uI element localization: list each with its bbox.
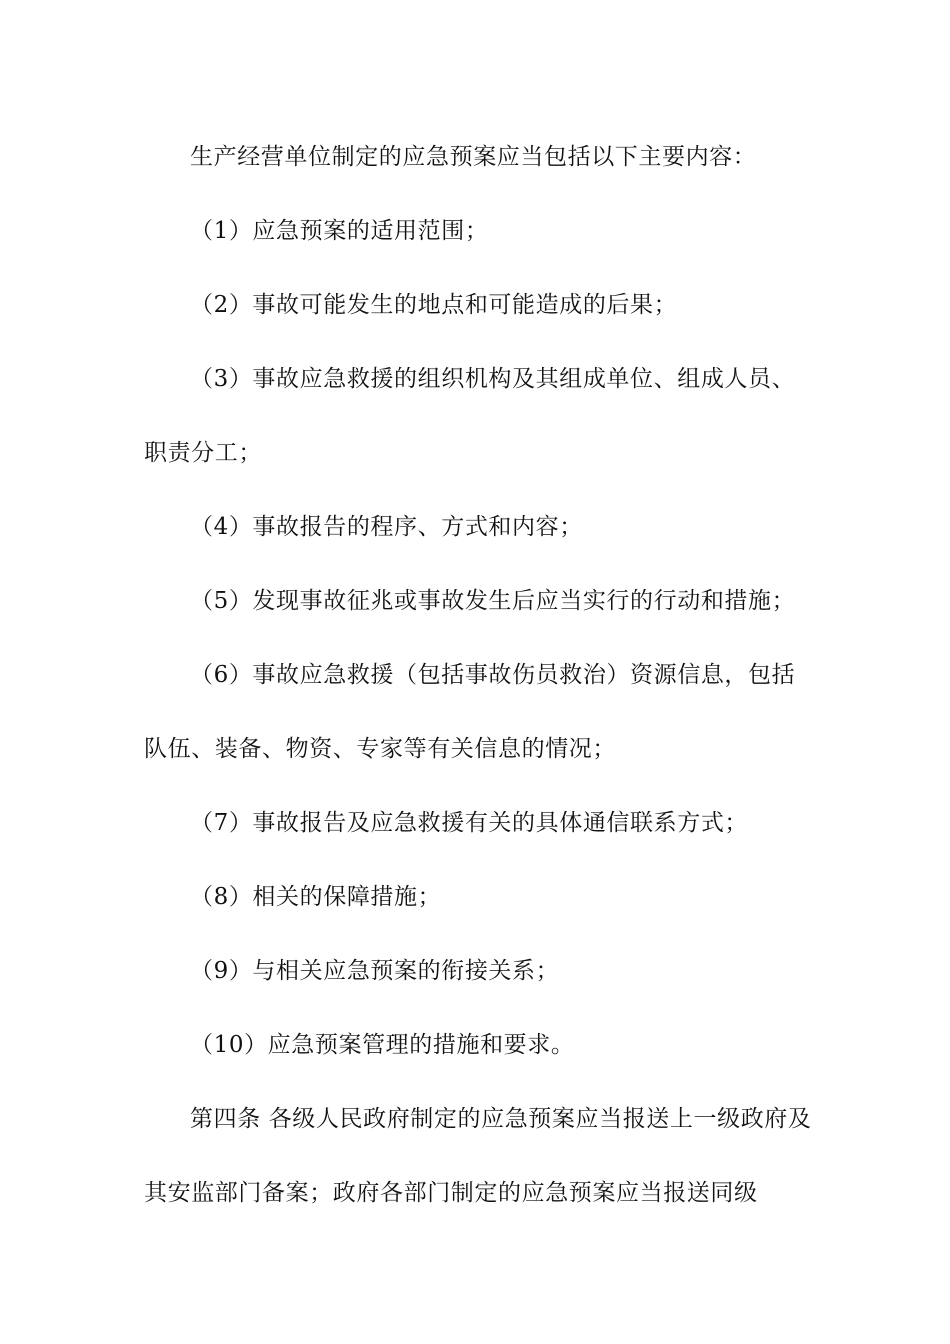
list-item-7: （7）事故报告及应急救援有关的具体通信联系方式； bbox=[190, 810, 749, 836]
list-item-10: （10）应急预案管理的措施和要求。 bbox=[190, 1032, 575, 1058]
article-four-paragraph: 第四条 各级人民政府制定的应急预案应当报送上一级政府及其安监部门备案；政府各部门制定的应急预案应当报送同级 bbox=[144, 1106, 812, 1206]
list-item-3: （3）事故应急救援的组织机构及其组成单位、组成人员、职责分工； bbox=[144, 366, 796, 466]
intro-paragraph: 生产经营单位制定的应急预案应当包括以下主要内容： bbox=[190, 144, 757, 170]
document-body bbox=[144, 120, 814, 1230]
list-item-6: （6）事故应急救援（包括事故伤员救治）资源信息，包括队伍、装备、物资、专家等有关信息的情况； bbox=[144, 662, 796, 762]
list-item-1: （1）应急预案的适用范围； bbox=[190, 218, 489, 244]
list-item-9: （9）与相关应急预案的衔接关系； bbox=[190, 958, 560, 984]
list-item-5: （5）发现事故征兆或事故发生后应当实行的行动和措施； bbox=[190, 588, 796, 614]
list-item-4: （4）事故报告的程序、方式和内容； bbox=[190, 514, 583, 540]
list-item-8: （8）相关的保障措施； bbox=[190, 884, 442, 910]
list-item-2: （2）事故可能发生的地点和可能造成的后果； bbox=[190, 292, 678, 318]
